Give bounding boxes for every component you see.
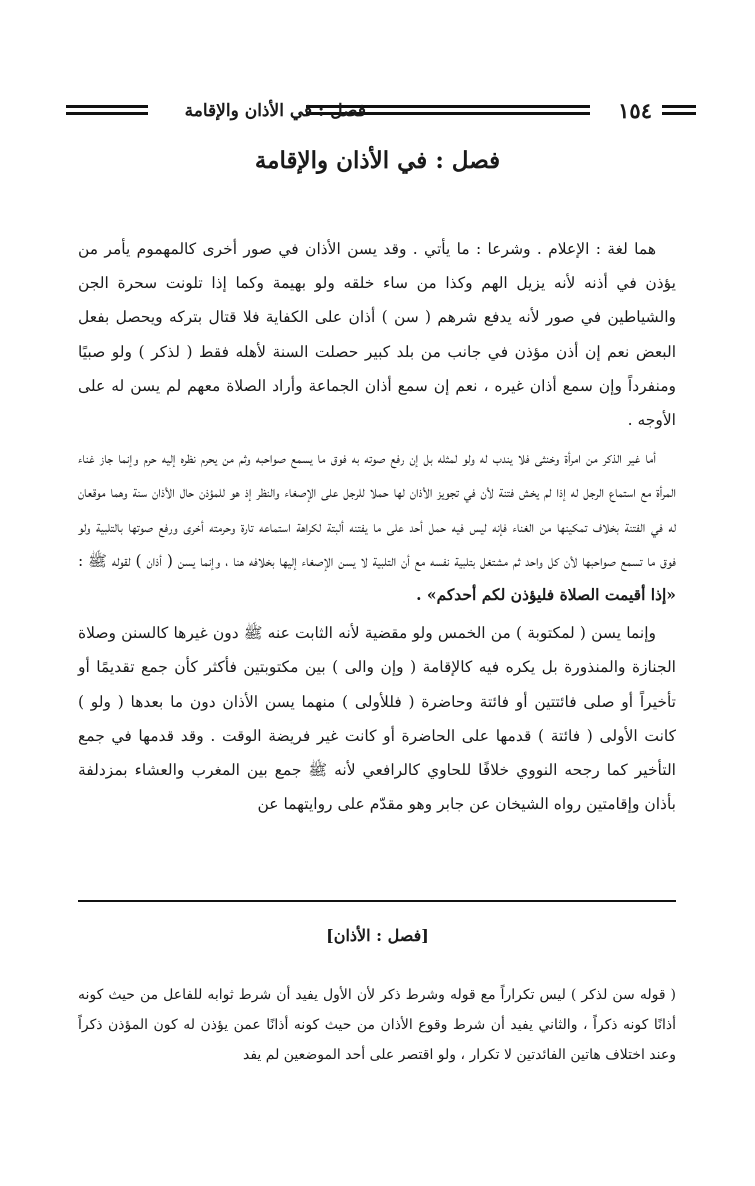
header-rule-right [662, 105, 696, 119]
header-rule-left [66, 105, 148, 119]
paragraph: هما لغة : الإعلام . وشرعا : ما يأتي . وقد يسن الأذان في صور أخرى كالمهموم يأمر من يؤذن في أذنه لأنه يزيل الهم وكذا من ساء خلقه ولو بهيمة وكما إذا تلونت سحرة الجن والشياطين في صور لأنه يدفع شرهم ( سن ) أذان على الكفاية فلا قتال بتركه ويحصل بفعل البعض نعم إن أذن مؤذن في جانب من بلد كبير حصلت السنة لأهله فقط ( لذكر ) ولو صبيًا ومنفرداً وإن سمع أذان غيره ، نعم إن سمع أذان الجماعة وأراد الصلاة معهم لم يسن له على الأوجه . [78, 240, 676, 430]
paragraph: وإنما يسن ( لمكتوبة ) من الخمس ولو مقضية لأنه الثابت عنه ﷺ دون غيرها كالسنن وصلاة الجنازة والمنذورة بل يكره فيه كالإقامة ( وإن والى ) بين مكتوبتين فأكثر كأن جمع تقديمًا أو تأخيراً أو صلى فائتتين أو فائتة وحاضرة ( فللأولى ) منهما يسن الأذان دون ما بعدها ( ولو ) كانت الأولى ( فائتة ) قدمها على الحاضرة أو كانت غير فريضة الوقت . وقد قدمها في جمع التأخير كما رجحه النووي خلافًا للحاوي كالرافعي لأنه ﷺ جمع بين المغرب والعشاء بمزدلفة بأذان وإقامتين رواه الشيخان عن جابر وهو مقدّم على روايتهما عن [78, 624, 676, 814]
commentary-paragraph: ( قوله سن لذكر ) ليس تكراراً مع قوله وشرط ذكر لأن الأول يفيد أن شرط ثوابه للفاعل من حيث كونه أذانًا كونه ذكراً ، والثاني يفيد أن شرط وقوع الأذان من حيث كونه أذانًا عمن يؤذن له كون المؤذن ذكراً وعند اختلاف هاتين الفائدتين لا تكرار ، ولو اقتصر على أحد الموضعين لم يفد [78, 987, 676, 1063]
running-header [66, 96, 696, 126]
commentary-heading: [فصل : الأذان] [326, 926, 429, 945]
paragraph-text: أما غير الذكر من امرأة وخنثى فلا يندب له ولو لمثله بل إن رفع صوته به فوق ما يسمع صواحبه وثم من يحرم نظره إليه حرم وإنما جاز غناء المرأة مع استماع الرجل له إذا لم يخش فتنة لأن في تجويز الأذان لها حملا للرجل على الإصغاء والنظر إذ هو للمؤذن حال الأذان سنة وهما موقعان له في الفتنة بخلاف تمكينها من الغناء فإنه ليس فيه حمل أحد على ما يفتنه ألبتة لكراهة استماعه تارة وحرمته أخرى ورفع صوتها بالتلبية ولو فوق ما تسمع صواحبها لأن كل واحد ثم مشتغل بتلبية نفسه مع أن التلبية لا يسن الإصغاء إليها بخلافه هنا ، وإنما يسن ( أذان ) لقوله ﷺ : [78, 449, 676, 570]
page-number: ١٥٤ [618, 98, 652, 123]
section-heading: فصل : في الأذان والإقامة [254, 147, 501, 174]
commentary-text [78, 980, 676, 1070]
main-text [78, 232, 676, 821]
footnote-separator [78, 900, 676, 902]
hadith-quote: «إذا أقيمت الصلاة فليؤذن لكم أحدكم» . [416, 585, 676, 605]
running-title: فصل : في الأذان والإقامة [184, 101, 366, 121]
paragraph [78, 441, 676, 612]
